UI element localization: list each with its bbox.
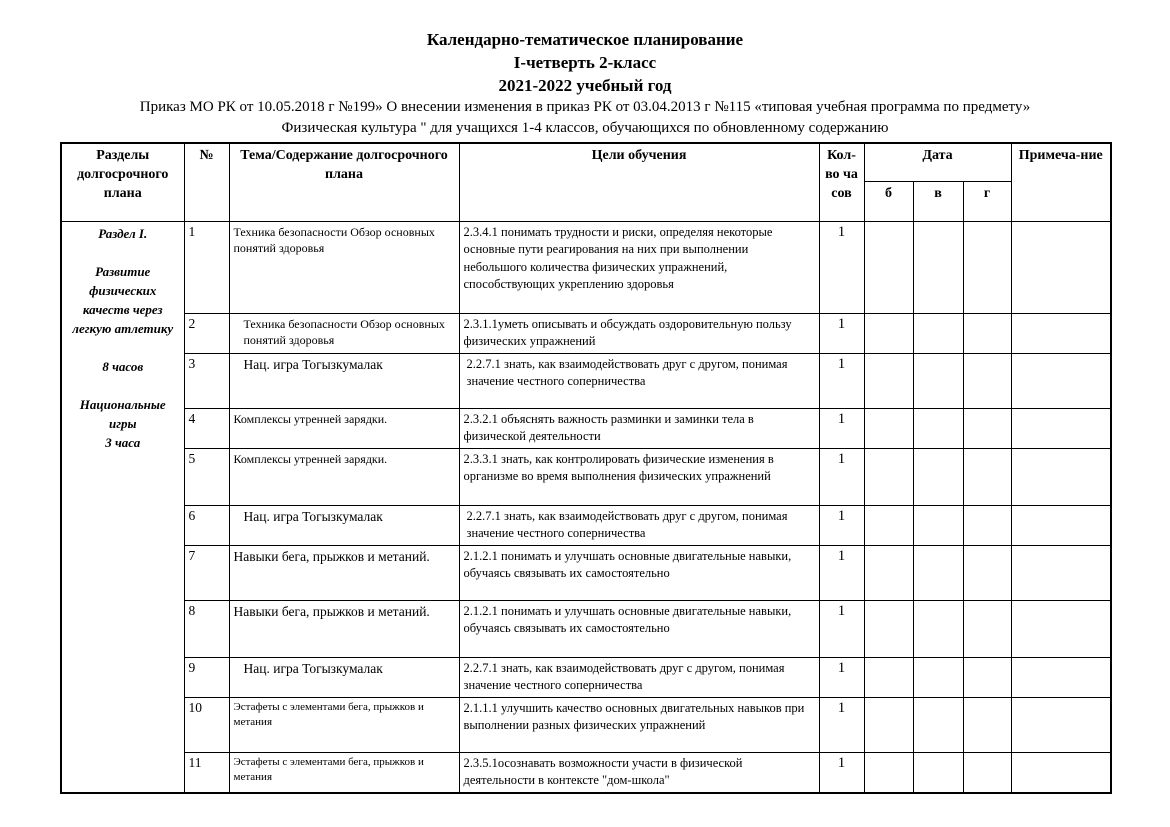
- date-v-cell: [913, 221, 963, 313]
- date-b-cell: [864, 505, 913, 545]
- header-row-main: [61, 143, 1111, 181]
- col-header-date-b: б: [864, 181, 913, 221]
- section-description: Развитие физических качеств через легкую атлетику: [72, 263, 174, 336]
- objective-cell: 2.2.7.1 знать, как взаимодействовать друг с другом, понимая значение честного соперничества: [459, 657, 819, 697]
- table-row: [61, 408, 1111, 448]
- date-g-cell: [963, 408, 1011, 448]
- row-number-cell: 10: [184, 697, 229, 752]
- date-b-cell: [864, 752, 913, 793]
- topic-cell: Навыки бега, прыжков и метаний.: [229, 600, 459, 657]
- row-number-cell: 11: [184, 752, 229, 793]
- objective-cell: 2.1.1.1 улучшить качество основных двигательных навыков при выполнении разных физических упражнений: [459, 697, 819, 752]
- date-v-cell: [913, 313, 963, 353]
- document-header: [0, 0, 1170, 139]
- table-row: [61, 657, 1111, 697]
- note-cell: [1011, 600, 1111, 657]
- date-g-cell: [963, 448, 1011, 505]
- date-b-cell: [864, 408, 913, 448]
- date-v-cell: [913, 697, 963, 752]
- hours-cell: 1: [819, 408, 864, 448]
- date-b-cell: [864, 545, 913, 600]
- hours-cell: 1: [819, 505, 864, 545]
- hours-cell: 1: [819, 545, 864, 600]
- section-games-title: Национальные игры: [79, 396, 166, 431]
- table-row: [61, 448, 1111, 505]
- objective-cell: 2.3.3.1 знать, как контролировать физические изменения в организме во время выполнения физических упражнений: [459, 448, 819, 505]
- table-row: [61, 752, 1111, 793]
- hours-cell: 1: [819, 600, 864, 657]
- program-reference-line: Физическая культура " для учащихся 1-4 классов, обучающихся по обновленному содержанию: [281, 120, 889, 136]
- note-cell: [1011, 752, 1111, 793]
- hours-cell: 1: [819, 313, 864, 353]
- topic-cell: Эстафеты с элементами бега, прыжков и метания: [229, 697, 459, 752]
- topic-cell: Техника безопасности Обзор основных понятий здоровья: [229, 221, 459, 313]
- objective-cell: 2.3.4.1 понимать трудности и риски, определяя некоторые основные пути реагирования на них при выполнении небольшого количества физических упражнений, способствующих укреплению здоровья: [459, 221, 819, 313]
- note-cell: [1011, 408, 1111, 448]
- note-cell: [1011, 697, 1111, 752]
- col-header-objectives: Цели обучения: [459, 143, 819, 221]
- date-g-cell: [963, 221, 1011, 313]
- row-number-cell: 3: [184, 353, 229, 408]
- objective-cell: 2.3.2.1 объяснять важность разминки и заминки тела в физической деятельности: [459, 408, 819, 448]
- date-g-cell: [963, 545, 1011, 600]
- table-row: [61, 600, 1111, 657]
- date-g-cell: [963, 657, 1011, 697]
- date-g-cell: [963, 752, 1011, 793]
- note-cell: [1011, 505, 1111, 545]
- col-header-topic: Тема/Содержание долгосрочного плана: [229, 143, 459, 221]
- topic-cell: Нац. игра Тогызкумалак: [229, 353, 459, 408]
- date-b-cell: [864, 353, 913, 408]
- date-b-cell: [864, 657, 913, 697]
- hours-cell: 1: [819, 448, 864, 505]
- topic-cell: Навыки бега, прыжков и метаний.: [229, 545, 459, 600]
- col-header-date-v: в: [913, 181, 963, 221]
- objective-cell: 2.2.7.1 знать, как взаимодействовать друг с другом, понимая значение честного соперничества: [459, 353, 819, 408]
- row-number-cell: 5: [184, 448, 229, 505]
- hours-cell: 1: [819, 353, 864, 408]
- page-subtitle-year: 2021-2022 учебный год: [498, 76, 672, 95]
- table-row: [61, 697, 1111, 752]
- objective-cell: 2.2.7.1 знать, как взаимодействовать друг с другом, понимая значение честного соперничества: [459, 505, 819, 545]
- row-number-cell: 7: [184, 545, 229, 600]
- page-subtitle-quarter: I-четверть 2-класс: [513, 53, 657, 72]
- col-header-date: Дата: [864, 143, 1011, 181]
- date-g-cell: [963, 697, 1011, 752]
- topic-cell: Комплексы утренней зарядки.: [229, 408, 459, 448]
- hours-cell: 1: [819, 752, 864, 793]
- table-row: [61, 221, 1111, 313]
- order-reference-line: Приказ МО РК от 10.05.2018 г №199» О внесении изменения в приказ РК от 03.04.2013 г №115 «типовая учебная программа по предмету»: [139, 99, 1031, 115]
- row-number-cell: 9: [184, 657, 229, 697]
- row-number-cell: 2: [184, 313, 229, 353]
- date-v-cell: [913, 505, 963, 545]
- date-v-cell: [913, 448, 963, 505]
- col-header-hours: Кол-во часов: [819, 143, 864, 221]
- date-v-cell: [913, 752, 963, 793]
- objective-cell: 2.3.5.1осознавать возможности участи в физической деятельности в контексте "дом-школа": [459, 752, 819, 793]
- section-title: Раздел I.: [98, 225, 148, 241]
- objective-cell: 2.1.2.1 понимать и улучшать основные двигательные навыки, обучаясь связывать их самостоятельно: [459, 600, 819, 657]
- note-cell: [1011, 313, 1111, 353]
- date-g-cell: [963, 313, 1011, 353]
- note-cell: [1011, 448, 1111, 505]
- objective-cell: 2.3.1.1уметь описывать и обсуждать оздоровительную пользу физических упражнений: [459, 313, 819, 353]
- hours-cell: 1: [819, 657, 864, 697]
- hours-cell: 1: [819, 221, 864, 313]
- date-v-cell: [913, 408, 963, 448]
- section-cell: [61, 221, 184, 793]
- table-row: [61, 353, 1111, 408]
- date-v-cell: [913, 545, 963, 600]
- col-header-notes: Примеча-ние: [1011, 143, 1111, 221]
- date-v-cell: [913, 600, 963, 657]
- table-row: [61, 313, 1111, 353]
- col-header-number: №: [184, 143, 229, 221]
- row-number-cell: 8: [184, 600, 229, 657]
- note-cell: [1011, 657, 1111, 697]
- row-number-cell: 4: [184, 408, 229, 448]
- col-header-date-g: г: [963, 181, 1011, 221]
- row-number-cell: 6: [184, 505, 229, 545]
- section-games-hours: 3 часа: [105, 434, 141, 450]
- row-number-cell: 1: [184, 221, 229, 313]
- section-hours: 8 часов: [102, 358, 144, 374]
- date-g-cell: [963, 600, 1011, 657]
- date-b-cell: [864, 697, 913, 752]
- topic-cell: Нац. игра Тогызкумалак: [229, 657, 459, 697]
- date-v-cell: [913, 353, 963, 408]
- note-cell: [1011, 221, 1111, 313]
- date-v-cell: [913, 657, 963, 697]
- topic-cell: Нац. игра Тогызкумалак: [229, 505, 459, 545]
- table-row: [61, 545, 1111, 600]
- table-row: [61, 505, 1111, 545]
- topic-cell: Эстафеты с элементами бега, прыжков и метания: [229, 752, 459, 793]
- topic-cell: Комплексы утренней зарядки.: [229, 448, 459, 505]
- col-header-sections: Разделы долгосрочного плана: [61, 143, 184, 221]
- topic-cell: Техника безопасности Обзор основных понятий здоровья: [229, 313, 459, 353]
- objective-cell: 2.1.2.1 понимать и улучшать основные двигательные навыки, обучаясь связывать их самостоятельно: [459, 545, 819, 600]
- date-b-cell: [864, 600, 913, 657]
- date-b-cell: [864, 448, 913, 505]
- hours-cell: 1: [819, 697, 864, 752]
- note-cell: [1011, 353, 1111, 408]
- date-b-cell: [864, 313, 913, 353]
- date-g-cell: [963, 505, 1011, 545]
- page-title: Календарно-тематическое планирование: [426, 30, 744, 49]
- date-b-cell: [864, 221, 913, 313]
- note-cell: [1011, 545, 1111, 600]
- date-g-cell: [963, 353, 1011, 408]
- planning-table: [60, 142, 1112, 794]
